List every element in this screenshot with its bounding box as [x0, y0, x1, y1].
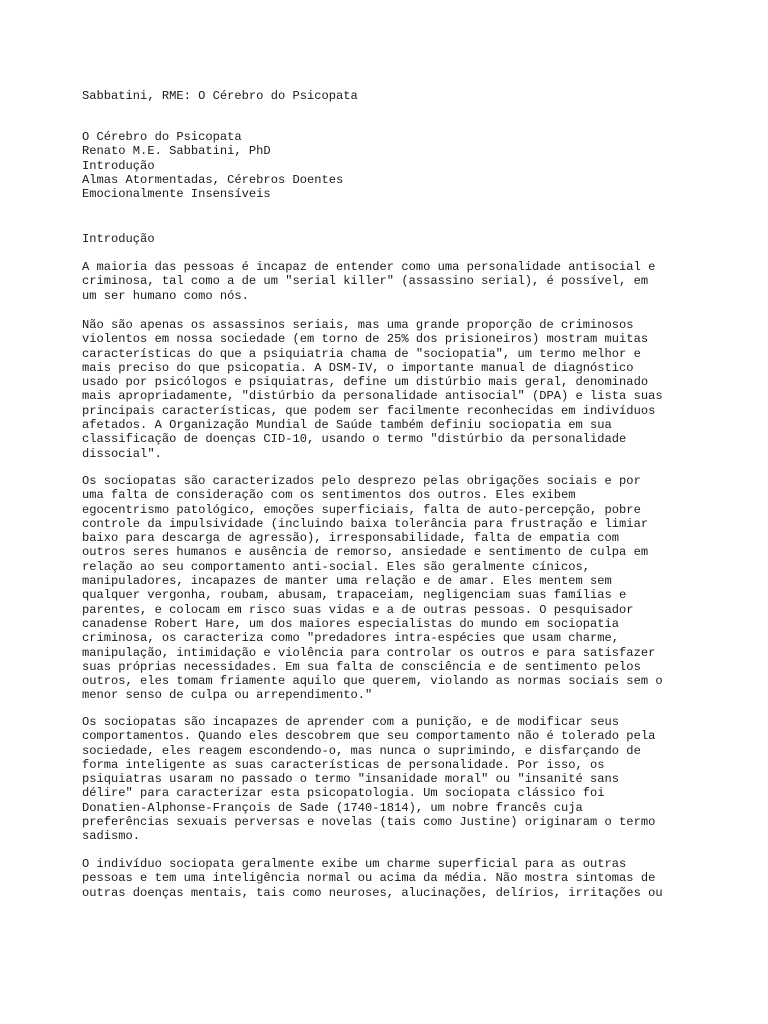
- paragraph-line: outros, eles tomam friamente aquilo que querem, violando as normas sociais sem o: [82, 674, 663, 689]
- toc-title: O Cérebro do Psicopata: [82, 130, 242, 144]
- toc-item-introducao: Introdução: [82, 158, 155, 173]
- section-heading-text: Introdução: [82, 232, 155, 246]
- paragraph-line: classificação de doenças CID-10, usando o termo "distúrbio da personalidade: [82, 432, 627, 447]
- paragraph-line: principais características, que podem ser facilmente reconhecidas em indivíduos: [82, 403, 656, 418]
- paragraph-line: outros seres humanos e ausência de remorso, ansiedade e sentimento de culpa em: [82, 545, 649, 560]
- paragraph-line: suas próprias necessidades. Em sua falta de consciência e de sentimento pelos: [82, 659, 641, 674]
- paragraph-line: mais apropriadamente, "distúrbio da personalidade antisocial" (DPA) e lista suas: [82, 389, 663, 404]
- paragraph-line: afetados. A Organização Mundial de Saúde também definiu sociopatia em sua: [82, 418, 612, 433]
- paragraph-line: relação ao seu comportamento anti-social. Eles são geralmente cínicos,: [82, 559, 591, 574]
- paragraph-line: dissocial".: [82, 446, 162, 461]
- paragraph-line: canadense Robert Hare, um dos maiores especialistas do mundo em sociopatia: [82, 616, 620, 631]
- section-heading: [82, 232, 702, 246]
- paragraph-2: [82, 318, 702, 461]
- paragraph-line: usado por psicólogos e psiquiatras, define um distúrbio mais geral, denominado: [82, 375, 649, 390]
- paragraph-line: O indivíduo sociopata geralmente exibe um charme superficial para as outras: [82, 857, 627, 871]
- toc-item-almas: Almas Atormentadas, Cérebros Doentes: [82, 172, 344, 187]
- paragraph-line: Os sociopatas são caracterizados pelo desprezo pelas obrigações sociais e por: [82, 474, 641, 488]
- paragraph-line: sadismo.: [82, 829, 141, 844]
- paragraph-4: [82, 715, 702, 844]
- paragraph-line: Donatien-Alphonse-François de Sade (1740-1814), um nobre francês cuja: [82, 800, 583, 815]
- paragraph-line: egocentrismo patológico, emoções superficiais, falta de auto-percepção, pobre: [82, 502, 641, 517]
- paragraph-line: manipuladores, incapazes de manter uma relação e de amar. Eles mentem sem: [82, 574, 612, 589]
- paragraph-line: um ser humano como nós.: [82, 288, 249, 303]
- paragraph-line: criminosa, os caracteriza como "predadores intra-espécies que usam charme,: [82, 631, 620, 646]
- paragraph-3: [82, 474, 702, 703]
- paragraph-5: [82, 857, 702, 900]
- paragraph-line: forma inteligente as suas características de personalidade. Por isso, os: [82, 757, 605, 772]
- document-header: [82, 89, 702, 103]
- paragraph-line: criminosa, tal como a de um "serial killer" (assassino serial), é possível, em: [82, 274, 649, 289]
- paragraph-line: parentes, e colocam em risco suas vidas e a de outras pessoas. O pesquisador: [82, 602, 634, 617]
- paragraph-line: características do que a psiquiatria chama de "sociopatia", um termo melhor e: [82, 346, 641, 361]
- paragraph-line: sociedade, eles reagem escondendo-o, mas nunca o suprimindo, e disfarçando de: [82, 743, 641, 758]
- paragraph-line: baixo para descarga de agressão), irresponsabilidade, falta de empatia com: [82, 531, 620, 546]
- paragraph-line: mais preciso do que psicopatia. A DSM-IV, o importante manual de diagnóstico: [82, 360, 634, 375]
- paragraph-line: controle da impulsividade (incluindo baixa tolerância para frustração e limiar: [82, 516, 649, 531]
- paragraph-line: violentos em nossa sociedade (em torno de 25% dos prisioneiros) mostram muitas: [82, 332, 649, 347]
- paragraph-line: outras doenças mentais, tais como neuroses, alucinações, delírios, irritações ou: [82, 885, 663, 900]
- paragraph-line: psiquiatras usaram no passado o termo "insanidade moral" ou "insanité sans: [82, 772, 620, 787]
- paragraph-line: comportamentos. Quando eles descobrem que seu comportamento não é tolerado pela: [82, 729, 656, 744]
- paragraph-line: pessoas e tem uma inteligência normal ou acima da média. Não mostra sintomas de: [82, 871, 656, 886]
- header-text: Sabbatini, RME: O Cérebro do Psicopata: [82, 89, 358, 103]
- paragraph-line: menor senso de culpa ou arrependimento.": [82, 688, 373, 703]
- paragraph-line: délire" para caracterizar esta psicopatologia. Um sociopata clássico foi: [82, 786, 605, 801]
- paragraph-line: preferências sexuais perversas e novelas (tais como Justine) originaram o termo: [82, 815, 656, 830]
- toc-item-emocionalmente: Emocionalmente Insensíveis: [82, 187, 271, 202]
- toc-author: Renato M.E. Sabbatini, PhD: [82, 144, 271, 159]
- table-of-contents: [82, 130, 702, 201]
- paragraph-line: Não são apenas os assassinos seriais, mas uma grande proporção de criminosos: [82, 318, 634, 332]
- paragraph-line: A maioria das pessoas é incapaz de entender como uma personalidade antisocial e: [82, 260, 656, 274]
- paragraph-line: manipulação, intimidação e violência para controlar os outros e para satisfazer: [82, 645, 656, 660]
- paragraph-1: [82, 260, 702, 303]
- paragraph-line: uma falta de consideração com os sentimentos dos outros. Eles exibem: [82, 488, 576, 503]
- paragraph-line: qualquer vergonha, roubam, abusam, trapaceiam, negligenciam suas famílias e: [82, 588, 627, 603]
- paragraph-line: Os sociopatas são incapazes de aprender com a punição, e de modificar seus: [82, 715, 620, 729]
